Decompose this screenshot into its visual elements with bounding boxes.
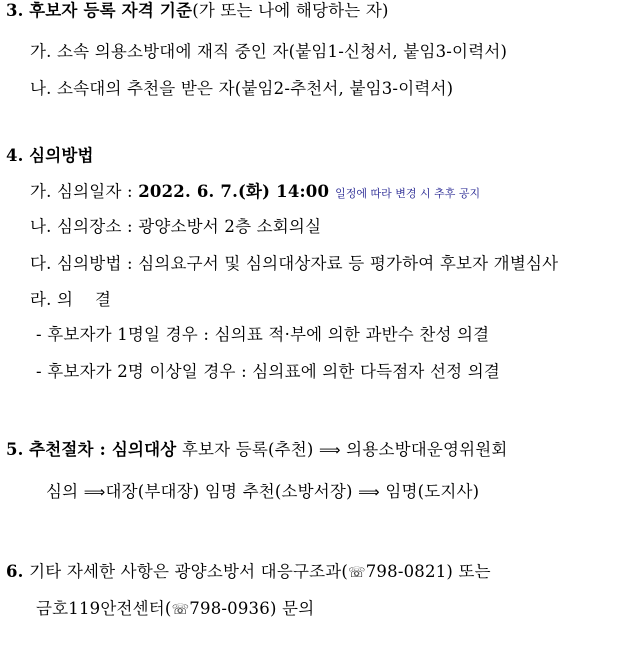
section-3-item-ga: 가. 소속 의용소방대에 재직 중인 자(붙임1-신청서, 붙임3-이력서): [30, 42, 508, 61]
review-date-value: 2022. 6. 7.(화) 14:00: [138, 182, 330, 201]
arrow-icon: ⟹: [319, 441, 341, 459]
review-date-label: 가. 심의일자 :: [30, 182, 139, 201]
section-5-number: 5.: [6, 440, 24, 459]
section-4-item-ga: [30, 181, 480, 205]
contact-text-3: 금호119안전센터(: [36, 599, 172, 618]
procedure-step-review: 심의: [46, 482, 79, 501]
phone-number-1: 798-0821: [365, 562, 447, 581]
section-3-heading: [6, 0, 389, 22]
section-3-item-na: 나. 소속대의 추천을 받은 자(붙임2-추천서, 붙임3-이력서): [30, 79, 454, 98]
contact-text-4: ) 문의: [269, 599, 315, 618]
section-3-paren: (가 또는 나에 해당하는 자): [192, 1, 389, 20]
arrow-icon: ⟹: [83, 483, 106, 501]
procedure-step-registration: 후보자 등록(추천): [181, 440, 314, 459]
section-4-title: 심의방법: [29, 146, 94, 165]
phone-number-2: 798-0936: [189, 599, 270, 618]
procedure-step-committee: 의용소방대운영위원회: [346, 440, 508, 459]
section-5-line-2: [46, 481, 479, 503]
review-date-note: 일정에 따라 변경 시 추후 공지: [335, 187, 481, 200]
resolution-rule-1: - 후보자가 1명일 경우 : 심의표 적·부에 의한 과반수 찬성 의결: [36, 325, 490, 344]
section-6-number: 6.: [6, 562, 24, 581]
section-3-number: 3.: [6, 1, 24, 20]
section-4-item-ra: 라. 의 결: [30, 290, 112, 309]
phone-icon: ☏: [171, 602, 190, 618]
section-4-item-na: 나. 심의장소 : 광양소방서 2층 소회의실: [30, 217, 322, 236]
section-4-heading: [6, 145, 94, 167]
contact-text-1: 기타 자세한 사항은 광양소방서 대응구조과(: [29, 562, 349, 581]
section-3-title: 후보자 등록 자격 기준: [29, 1, 193, 20]
contact-text-2: ) 또는: [446, 562, 491, 581]
phone-icon: ☏: [348, 565, 366, 581]
resolution-rule-2: - 후보자가 2명 이상일 경우 : 심의표에 의한 다득점자 선정 의결: [36, 362, 501, 381]
section-6-line-1: [6, 561, 491, 584]
section-6-line-2: [36, 598, 314, 621]
section-4-item-da: 다. 심의방법 : 심의요구서 및 심의대상자료 등 평가하여 후보자 개별심사: [30, 254, 559, 273]
procedure-step-recommendation: 대장(부대장) 임명 추천(소방서장): [105, 482, 353, 501]
section-4-number: 4.: [6, 146, 24, 165]
section-5-title: 추천절차 : 심의대상: [29, 440, 177, 459]
arrow-icon: ⟹: [358, 483, 380, 501]
procedure-step-appointment: 임명(도지사): [385, 482, 480, 501]
section-5-line-1: [6, 439, 508, 461]
